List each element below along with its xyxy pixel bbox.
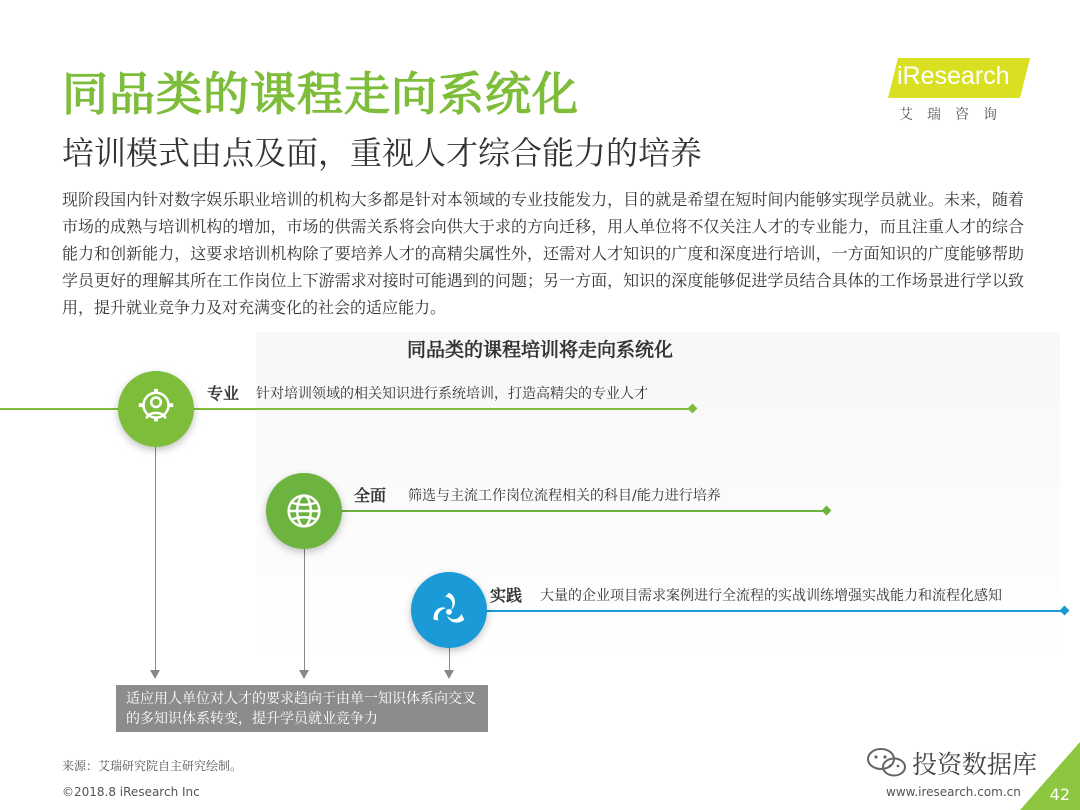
arrow-head-2 (299, 670, 309, 679)
watermark-text: 投资数据库 (912, 750, 1038, 779)
wechat-icon (866, 746, 908, 780)
body-paragraph: 现阶段国内针对数字娱乐职业培训的机构大多都是针对本领域的专业技能发力，目的就是希望在短时间内能够实现学员就业。未来，随着市场的成熟与培训机构的增加，市场的供需关系将会向供大于求的方向迁移，用人单位将不仅关注人才的专业能力，而且注重人才的综合能力和创新能力，这要求培训机构除了要培养人才的高精尖属性外，还需对人才知识的广度和深度进行培训，一方面知识的广度能够帮助学员更好的理解其所在工作岗位上下游需求对接时可能遇到的问题；另一方面，知识的深度能够促进学员结合具体的工作场景进行学以致用，提升就业竞争力及对充满变化的社会的适应能力。 (62, 190, 1024, 317)
item-desc-professional: 针对培训领域的相关知识进行系统培训，打造高精尖的专业人才 (256, 386, 648, 402)
item-label-comprehensive: 全面 (354, 486, 387, 505)
copyright: ©2018.8 iResearch Inc (62, 785, 200, 799)
logo-brand: iResearch (897, 62, 1010, 90)
item-label-professional: 专业 (207, 384, 240, 403)
gear-person-icon (118, 371, 194, 447)
arrow-line-3 (449, 648, 450, 670)
page-title: 同品类的课程走向系统化 (62, 67, 579, 121)
conclusion-box: 适应用人单位对人才的要求趋向于由单一知识体系向交叉的多知识体系转变，提升学员就业竞争力 (116, 685, 488, 732)
item-label-practice: 实践 (490, 586, 523, 605)
source-note: 来源：艾瑞研究院自主研究绘制。 (62, 759, 243, 773)
watermark (866, 745, 1037, 781)
line-comprehensive (300, 510, 826, 512)
arrow-head-3 (444, 670, 454, 679)
arrow-line-2 (304, 548, 305, 670)
arrow-line-1 (155, 446, 156, 670)
triskelion-icon (411, 572, 487, 648)
iresearch-logo (893, 58, 1033, 128)
line-practice (446, 610, 1064, 612)
line-professional (0, 408, 692, 410)
website: www.iresearch.com.cn (886, 785, 1021, 799)
globe-icon (266, 473, 342, 549)
page-number: 42 (1049, 785, 1070, 804)
logo-cn: 艾瑞咨询 (899, 107, 1011, 123)
page-subtitle: 培训模式由点及面，重视人才综合能力的培养 (62, 134, 703, 172)
diagram-title: 同品类的课程培训将走向系统化 (406, 339, 673, 361)
item-desc-comprehensive: 筛选与主流工作岗位流程相关的科目/能力进行培养 (408, 488, 721, 504)
arrow-head-1 (150, 670, 160, 679)
item-desc-practice: 大量的企业项目需求案例进行全流程的实战训练增强实战能力和流程化感知 (540, 588, 1002, 604)
